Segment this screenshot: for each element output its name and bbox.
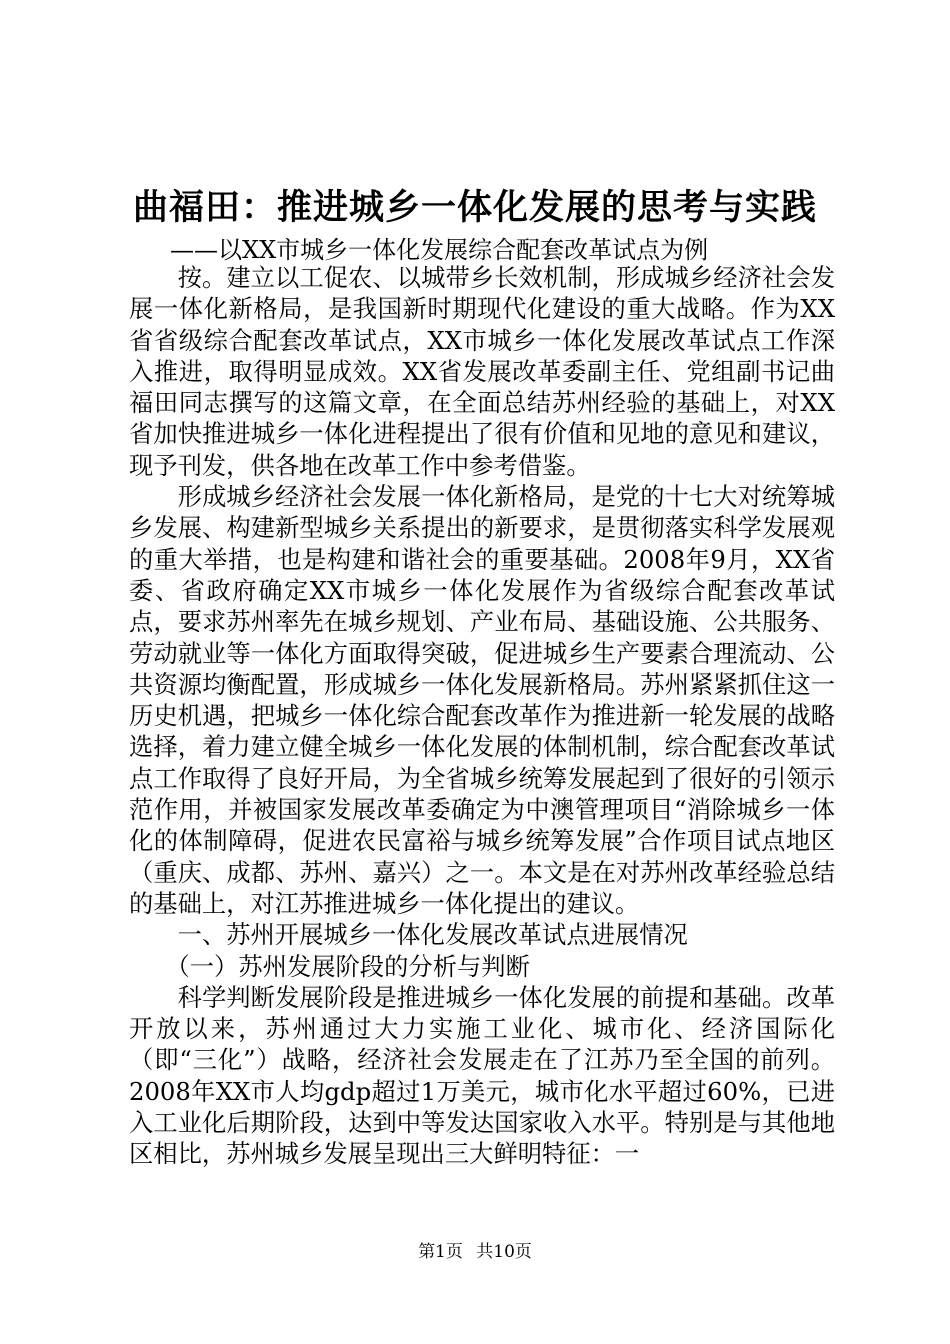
page-footer <box>0 1240 950 1264</box>
document-title: 曲福田：推进城乡一体化发展的思考与实践 <box>132 187 817 228</box>
body-paragraph: 科学判断发展阶段是推进城乡一体化发展的前提和基础。改革开放以来，苏州通过大力实施工业化、城市化、经济国际化（即“三化”）战略，经济社会发展走在了江苏乃至全国的前列。2008年XX市人均gdp超过1万美元，城市化水平超过60%，已进入工业化后期阶段，达到中等发达国家收入水平。特别是与其他地区相比，苏州城乡发展呈现出三大鲜明特征：一 <box>129 982 835 1169</box>
body-paragraph: 形成城乡经济社会发展一体化新格局，是党的十七大对统筹城乡发展、构建新型城乡关系提出的新要求，是贯彻落实科学发展观的重大举措，也是构建和谐社会的重要基础。2008年9月，XX省委、省政府确定XX市城乡一体化发展作为省级综合配套改革试点，要求苏州率先在城乡规划、产业布局、基础设施、公共服务、劳动就业等一体化方面取得突破，促进城乡生产要素合理流动、公共资源均衡配置，形成城乡一体化发展新格局。苏州紧紧抓住这一历史机遇，把城乡一体化综合配套改革作为推进新一轮发展的战略选择，着力建立健全城乡一体化发展的体制机制，综合配套改革试点工作取得了良好开局，为全省城乡统筹发展起到了很好的引领示范作用，并被国家发展改革委确定为中澳管理项目“消除城乡一体化的体制障碍，促进农民富裕与城乡统筹发展”合作项目试点地区（重庆、成都、苏州、嘉兴）之一。本文是在对苏州改革经验总结的基础上，对江苏推进城乡一体化提出的建议。 <box>129 482 835 918</box>
document-subtitle: ——以XX市城乡一体化发展综合配套改革试点为例 <box>170 236 709 264</box>
body-paragraph: 按。建立以工促农、以城带乡长效机制，形成城乡经济社会发展一体化新格局，是我国新时期现代化建设的重大战略。作为XX省省级综合配套改革试点，XX市城乡一体化发展改革试点工作深入推进，取得明显成效。XX省发展改革委副主任、党组副书记曲福田同志撰写的这篇文章，在全面总结苏州经验的基础上，对XX省加快推进城乡一体化进程提出了很有价值和见地的意见和建议，现予刊发，供各地在改革工作中参考借鉴。 <box>129 263 835 480</box>
page-number: 第1页 <box>418 1242 463 1262</box>
document-body <box>129 262 835 1170</box>
section-heading: 一、苏州开展城乡一体化发展改革试点进展情况 <box>177 920 688 950</box>
subsection-heading: （一）苏州发展阶段的分析与判断 <box>165 951 530 981</box>
page-total: 共10页 <box>476 1242 532 1262</box>
